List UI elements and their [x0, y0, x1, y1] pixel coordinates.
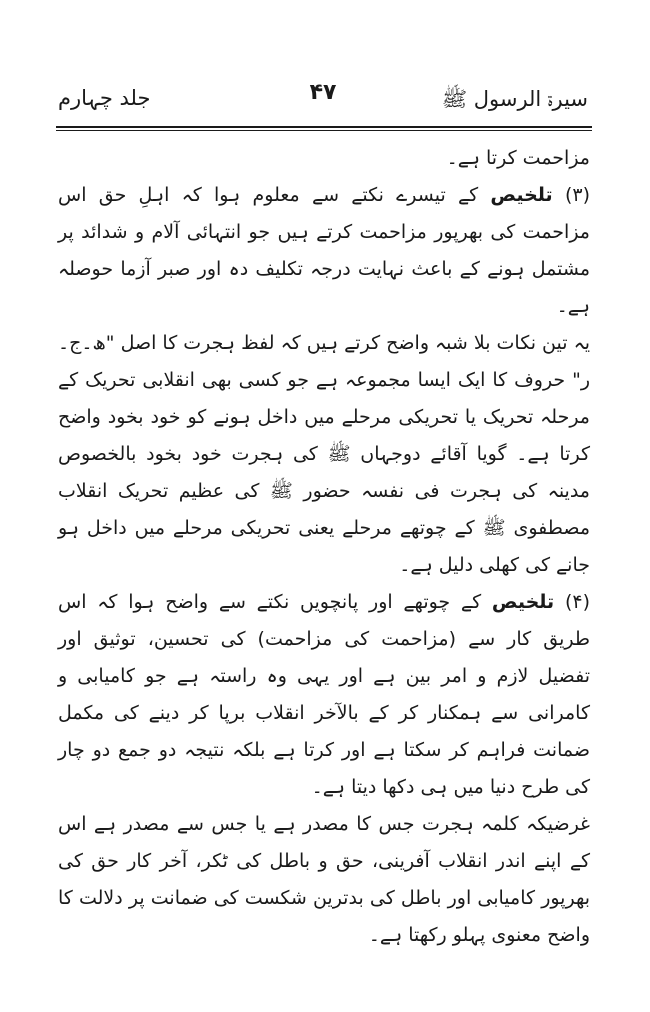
- page-header: [58, 80, 588, 124]
- paragraph: [58, 584, 590, 806]
- paragraph: [58, 325, 590, 584]
- header-rule-thin: [56, 130, 592, 131]
- paragraph-text: مزاحمت کرتا ہے۔: [446, 147, 590, 169]
- paragraph: [58, 806, 590, 954]
- body-text: [58, 140, 590, 954]
- paragraph-keyword: تلخیص: [491, 591, 555, 613]
- volume-label: جلد چہارم: [58, 86, 151, 110]
- paragraph: [58, 177, 590, 325]
- page-number: ۴۷: [309, 80, 337, 105]
- paragraph-text: کے چوتھے اور پانچویں نکتے سے واضح ہوا کہ اس طریق کار سے (مزاحمت کی مزاحمت) کی تحسین، توثیق اور تفضیل لازم و امر بین ہے اور یہی وہ راستہ ہے جو کامیابی و کامرانی سے ہمکنار کر کے بالآخر انقلاب برپا کر دینے کی مکمل ضمانت فراہم کر سکتا ہے اور کرتا ہے بلکہ نتیجہ دو جمع دو چار کی طرح دنیا میں ہی دکھا دیتا ہے۔: [58, 591, 590, 798]
- paragraph-text: کے تیسرے نکتے سے معلوم ہوا کہ اہلِ حق اس مزاحمت کی بھرپور مزاحمت کرتے ہیں جو انتہائی آلام و شدائد پر مشتمل ہونے کے باعث نہایت درجہ تکلیف دہ اور صبر آزما حوصلہ ہے۔: [58, 184, 590, 317]
- paragraph-number: (۳): [564, 184, 590, 206]
- header-rule: [56, 126, 592, 128]
- book-title: سیرۃ الرسول ﷺ: [441, 87, 588, 111]
- paragraph: [58, 140, 590, 177]
- paragraph-text: یہ تین نکات بلا شبہ واضح کرتے ہیں کہ لفظ ہجرت کا اصل "ھ۔ج۔ر" حروف کا ایک ایسا مجموعہ ہے جو کسی بھی انقلابی تحریک کے مرحلہ تحریک یا تحریکی مرحلے میں داخل ہونے کو خود بخود واضح کرتا ہے۔ گویا آقائے دوجہاں ﷺ کی ہجرت خود بخود بالخصوص مدینہ کی ہجرت فی نفسہ حضور ﷺ کی عظیم تحریک انقلاب مصطفوی ﷺ کے چوتھے مرحلے یعنی تحریکی مرحلے میں داخل ہو جانے کی کھلی دلیل ہے۔: [58, 332, 590, 576]
- paragraph-text: غرضیکہ کلمہ ہجرت جس کا مصدر ہے یا جس سے مصدر ہے اس کے اپنے اندر انقلاب آفرینی، حق و باطل کی ٹکر، آخر کار حق کی بھرپور کامیابی اور باطل کی بدترین شکست کی ضمانت پر دلالت کا واضح معنوی پہلو رکھتا ہے۔: [58, 813, 590, 946]
- paragraph-keyword: تلخیص: [490, 184, 553, 206]
- paragraph-number: (۴): [564, 591, 591, 613]
